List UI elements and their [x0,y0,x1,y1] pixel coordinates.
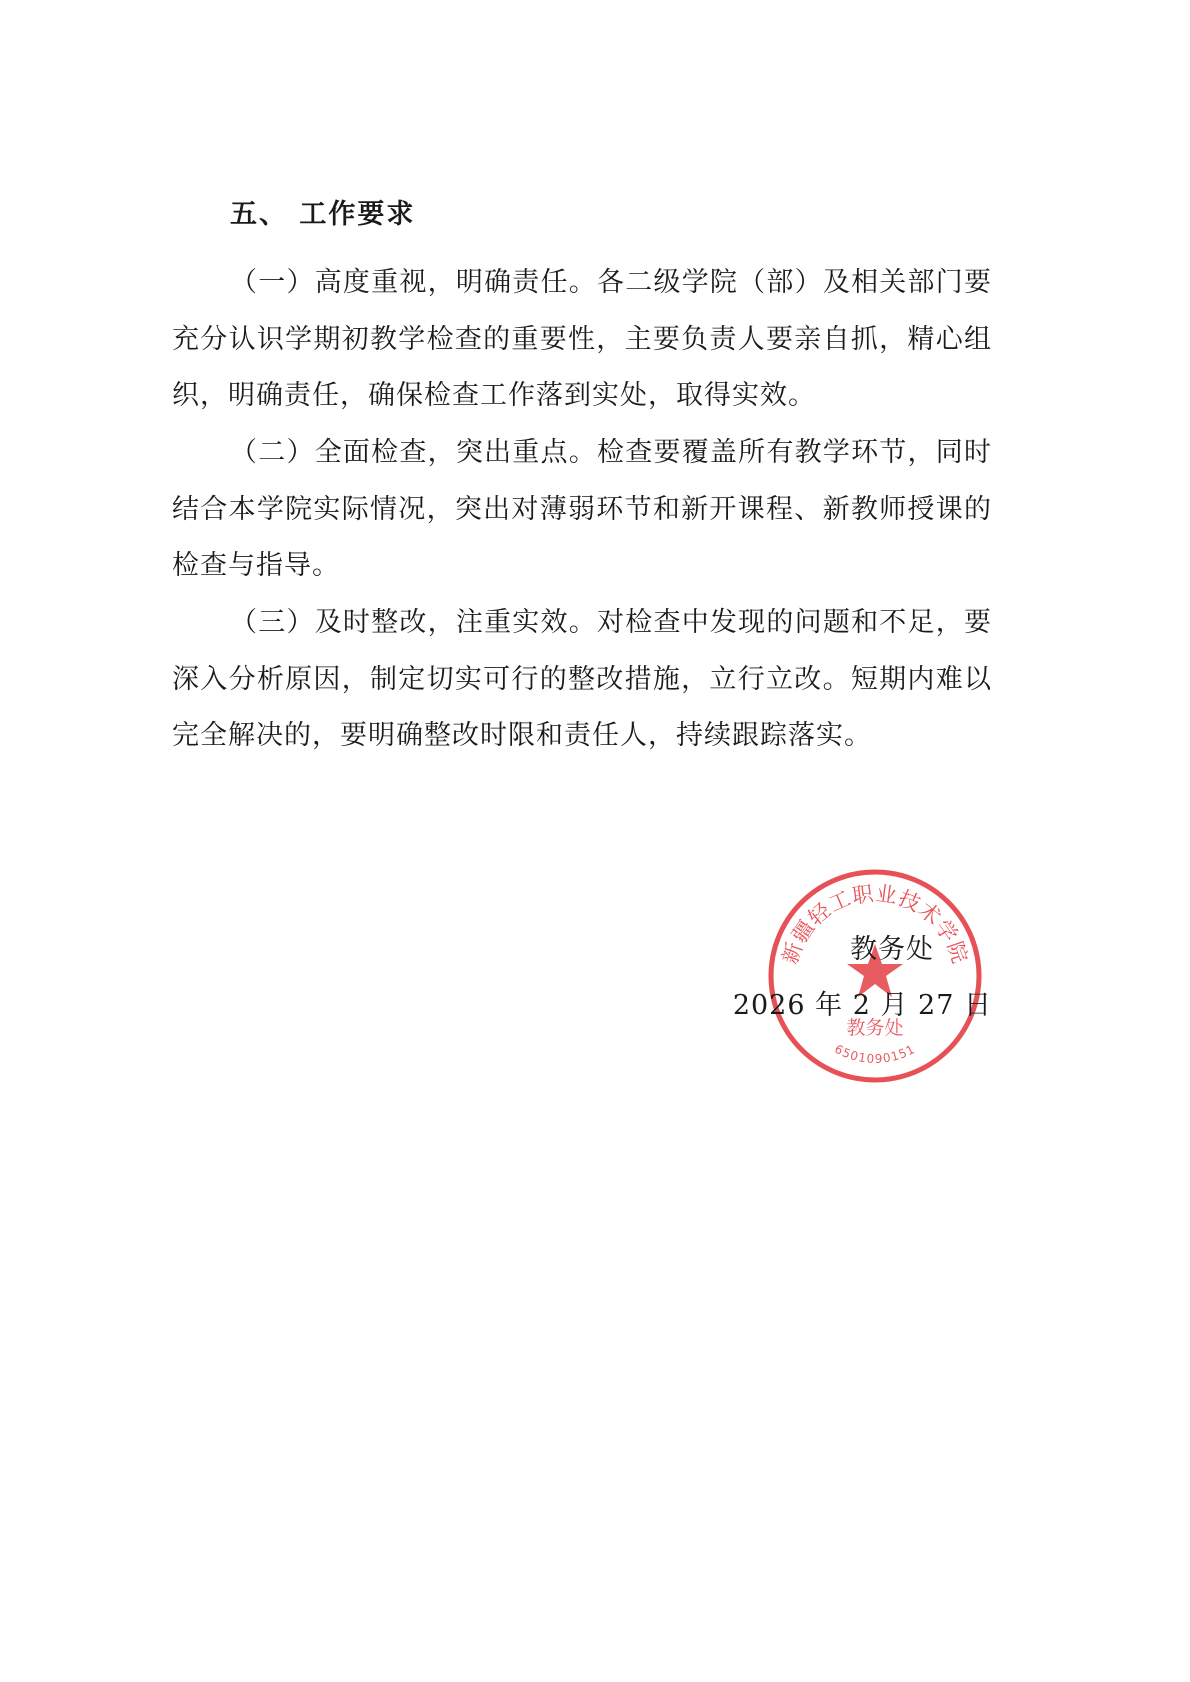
signature-block [733,922,992,1034]
seal-code: 6501090151 [832,1041,918,1067]
paragraph-3: （三）及时整改，注重实效。对检查中发现的问题和不足，要深入分析原因，制定切实可行的整改措施，立行立改。短期内难以完全解决的，要明确整改时限和责任人，持续跟踪落实。 [172,607,992,751]
paragraph-2: （二）全面检查，突出重点。检查要覆盖所有教学环节，同时结合本学院实际情况，突出对薄弱环节和新开课程、新教师授课的检查与指导。 [172,437,992,581]
issuing-office: 教务处 [850,934,934,965]
seal-arc-text: 新疆轻工职业技术学院 [777,881,973,968]
section-heading: 五、 工作要求 [230,199,416,230]
paragraph-1: （一）高度重视，明确责任。各二级学院（部）及相关部门要充分认识学期初教学检查的重要性，主要负责人要亲自抓，精心组织，明确责任，确保检查工作落到实处，取得实效。 [172,267,992,411]
seal-center-text: 教务处 [846,1017,904,1039]
issue-date: 2026 年 2 月 27 日 [732,990,992,1021]
